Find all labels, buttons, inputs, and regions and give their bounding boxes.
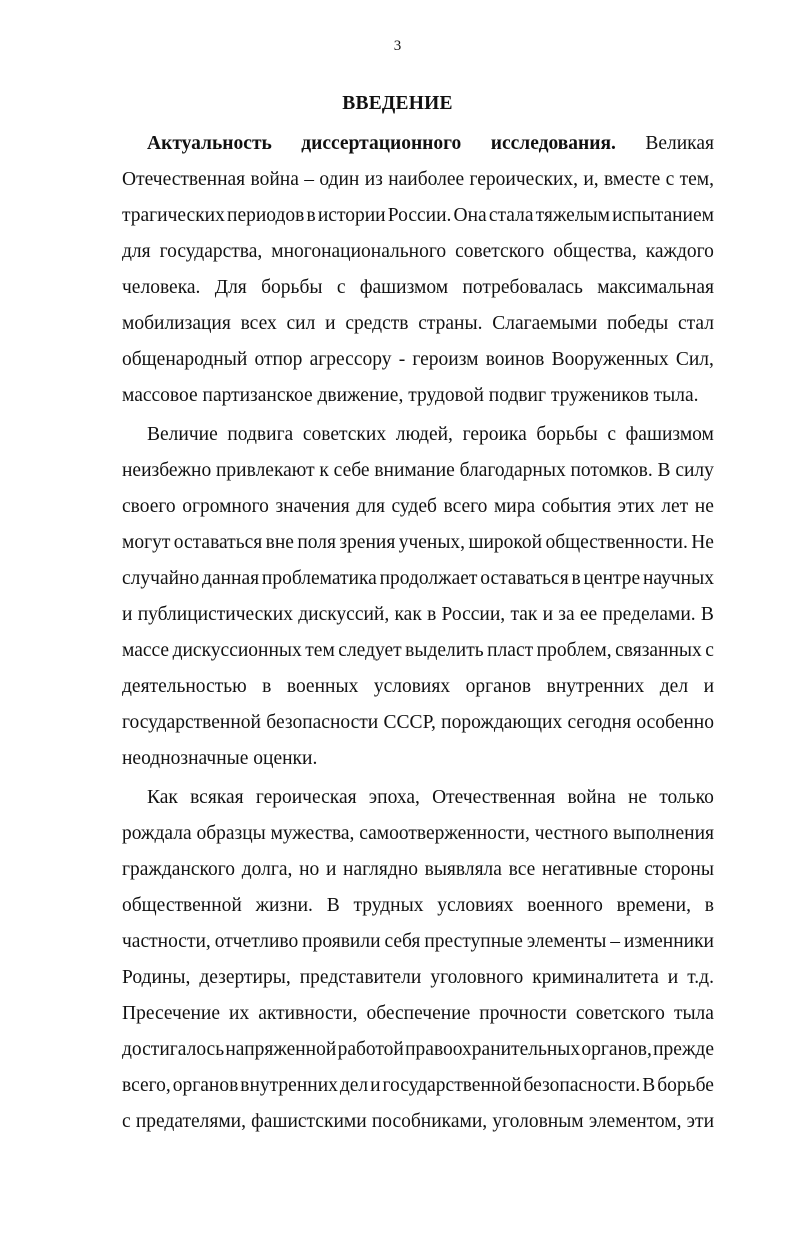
text-word: отпор: [254, 349, 303, 370]
text-word: гражданского: [122, 859, 236, 880]
text-word: вне: [265, 532, 294, 553]
text-word: тяжелым: [535, 205, 610, 226]
text-word: неизбежно: [122, 460, 212, 481]
text-word: потребовалась: [462, 277, 583, 298]
text-word: дел: [339, 1075, 369, 1096]
text-word: представители: [299, 967, 422, 988]
text-word: государственной: [122, 712, 261, 733]
text-word: сегодня: [567, 712, 632, 733]
text-line: массовое партизанское движение, трудовой подвиг тружеников тыла.: [122, 385, 699, 406]
text-word: общественной: [122, 895, 242, 916]
text-word: страны.: [418, 313, 483, 334]
text-line: [122, 489, 714, 525]
text-word: В: [326, 895, 340, 916]
text-word: общественности.: [545, 532, 688, 553]
text-word: –: [610, 931, 620, 952]
text-line: [122, 960, 714, 996]
text-word: в: [306, 205, 316, 226]
text-line: неоднозначные оценки.: [122, 748, 318, 769]
text-word: с: [705, 640, 714, 661]
text-word: фашистскими: [251, 1111, 367, 1132]
text-word: к: [319, 460, 329, 481]
text-word: всякая: [190, 787, 244, 808]
text-word: тыла: [673, 1003, 714, 1024]
text-word: органов: [172, 1075, 239, 1096]
text-line: [122, 561, 714, 597]
text-line: [122, 1068, 714, 1104]
text-line: [122, 270, 714, 306]
text-word: война: [250, 169, 299, 190]
text-word: оставаться: [173, 532, 263, 553]
text-word: следует: [338, 640, 402, 661]
text-word: государства,: [159, 241, 263, 262]
text-word: всех: [240, 313, 277, 334]
bold-lead-word: Актуальность: [147, 133, 272, 154]
text-word: преступные: [424, 931, 523, 952]
text-word: стороны: [644, 859, 714, 880]
text-word: и: [325, 859, 337, 880]
text-word: работой: [337, 1039, 404, 1060]
text-line: [122, 633, 714, 669]
text-word: честного: [534, 823, 609, 844]
text-word: изменники: [623, 931, 714, 952]
text-word: общества,: [553, 241, 637, 262]
text-word: мобилизация: [122, 313, 231, 334]
text-word: внимание: [374, 460, 455, 481]
text-word: научных: [643, 568, 714, 589]
text-word: дезертиры,: [199, 967, 291, 988]
text-word: человека.: [122, 277, 201, 298]
text-word: с: [122, 1111, 131, 1132]
text-word: уголовным: [492, 1111, 584, 1132]
text-word: Пресечение: [122, 1003, 221, 1024]
text-word: тем: [305, 640, 335, 661]
text-line: [122, 780, 714, 816]
text-word: Величие: [147, 424, 218, 445]
text-word: этих: [617, 496, 655, 517]
text-word: т.д.: [687, 967, 714, 988]
text-word: многонационального: [271, 241, 447, 262]
text-word: оставаться: [480, 568, 569, 589]
text-word: героика: [462, 424, 527, 445]
text-word: России,: [441, 604, 506, 625]
text-word: частности,: [122, 931, 211, 952]
text-word: периодов: [227, 205, 305, 226]
text-word: жизни.: [255, 895, 313, 916]
text-word: всего: [443, 496, 488, 517]
text-word: потомков.: [570, 460, 653, 481]
document-body: [122, 126, 714, 1140]
text-word: военных: [286, 676, 359, 697]
text-word: испытанием: [612, 205, 714, 226]
text-word: но: [299, 859, 320, 880]
text-word: Слагаемыми: [492, 313, 598, 334]
text-word: борьбе: [657, 1075, 714, 1096]
text-word: проблем,: [536, 640, 612, 661]
text-line: [122, 996, 714, 1032]
text-word: значения: [275, 496, 350, 517]
text-word: публицистических: [137, 604, 293, 625]
text-word: долга,: [241, 859, 293, 880]
text-line: [122, 453, 714, 489]
text-word: продолжает: [379, 568, 478, 589]
text-word: Отечественная: [432, 787, 556, 808]
text-word: органов,: [581, 1039, 652, 1060]
text-word: условиях: [437, 895, 514, 916]
text-word: порождающих: [441, 712, 563, 733]
text-word: героизм: [412, 349, 479, 370]
text-line: [122, 852, 714, 888]
text-word: зрения: [339, 532, 396, 553]
text-word: всего,: [122, 1075, 171, 1096]
text-word: воинов: [485, 349, 545, 370]
text-word: героическая: [255, 787, 357, 808]
text-word: в: [262, 676, 272, 697]
text-word: -: [398, 349, 406, 370]
text-word: предателями,: [135, 1111, 246, 1132]
text-line: [122, 816, 714, 852]
text-word: своего: [122, 496, 176, 517]
text-word: безопасности: [266, 712, 379, 733]
text-word: пределами.: [602, 604, 696, 625]
text-word: криминалитета: [532, 967, 659, 988]
paragraph-significance: [122, 417, 714, 777]
text-word: трудных: [353, 895, 424, 916]
text-line: [122, 126, 714, 162]
text-word: судеб: [391, 496, 437, 517]
text-word: подвига: [227, 424, 294, 445]
text-word: выполнения: [613, 823, 714, 844]
text-word: так: [510, 604, 538, 625]
text-word: проявили: [302, 931, 381, 952]
text-word: с: [607, 424, 617, 445]
text-word: ее: [579, 604, 598, 625]
text-word: Великая: [645, 133, 714, 154]
text-word: связанных: [615, 640, 702, 661]
text-word: центре: [583, 568, 641, 589]
text-word: обеспечение: [366, 1003, 471, 1024]
text-word: выявляла: [424, 859, 502, 880]
text-word: себе: [333, 460, 370, 481]
text-word: СССР,: [383, 712, 436, 733]
text-word: условиях: [373, 676, 451, 697]
page-number: 3: [393, 38, 402, 54]
text-word: мира: [493, 496, 536, 517]
text-line: [122, 525, 714, 561]
text-word: поля: [297, 532, 336, 553]
text-word: отчетливо: [214, 931, 299, 952]
text-line: [122, 669, 714, 705]
text-word: Как: [147, 787, 178, 808]
text-word: истории: [317, 205, 386, 226]
text-word: Она: [453, 205, 487, 226]
text-word: трагических: [122, 205, 225, 226]
text-word: данная: [202, 568, 260, 589]
text-word: с: [336, 277, 346, 298]
text-word: самоотверженности,: [359, 823, 530, 844]
text-word: Не: [691, 532, 714, 553]
text-word: особенно: [636, 712, 714, 733]
text-word: фашизмом: [625, 424, 714, 445]
text-word: советского: [575, 1003, 665, 1024]
text-word: правоохранительных: [405, 1039, 581, 1060]
paragraph-heroic-epoch: [122, 780, 714, 1140]
text-word: огромного: [182, 496, 269, 517]
text-word: В: [700, 604, 714, 625]
text-word: фашизмом: [359, 277, 449, 298]
text-word: активности,: [258, 1003, 358, 1024]
text-word: тем,: [679, 169, 714, 190]
text-word: не: [628, 787, 648, 808]
text-word: времени,: [616, 895, 691, 916]
text-line: [122, 234, 714, 270]
text-word: Вооруженных: [551, 349, 669, 370]
text-word: и: [542, 604, 554, 625]
text-word: максимальная: [597, 277, 714, 298]
text-word: военного: [527, 895, 603, 916]
paragraph-relevance: [122, 126, 714, 414]
text-word: война: [567, 787, 616, 808]
text-word: стал: [678, 313, 714, 334]
text-word: рождала: [122, 823, 192, 844]
text-word: мужества,: [270, 823, 355, 844]
text-word: наглядно: [343, 859, 418, 880]
text-word: в: [571, 568, 581, 589]
text-word: привлекают: [216, 460, 315, 481]
text-word: –: [304, 169, 314, 190]
text-word: внутренних: [240, 1075, 338, 1096]
text-word: проблематика: [261, 568, 377, 589]
text-word: победы: [606, 313, 669, 334]
text-word: советских: [302, 424, 387, 445]
text-line: [122, 342, 714, 378]
text-word: и: [667, 967, 679, 988]
bold-lead-word: диссертационного: [301, 133, 462, 154]
text-word: напряженной: [225, 1039, 337, 1060]
text-word: героических,: [469, 169, 578, 190]
text-word: ученых,: [398, 532, 466, 553]
text-word: Сил,: [675, 349, 714, 370]
text-word: людей,: [395, 424, 453, 445]
text-word: органов: [465, 676, 532, 697]
text-word: один: [319, 169, 360, 190]
text-line: [122, 597, 714, 633]
text-word: за: [558, 604, 575, 625]
text-word: стала: [488, 205, 534, 226]
text-word: все: [508, 859, 536, 880]
bold-lead-word: исследования.: [490, 133, 616, 154]
text-word: для: [122, 241, 151, 262]
text-word: борьбы: [536, 424, 598, 445]
text-word: достигалось: [122, 1039, 225, 1060]
text-word: государственной: [382, 1075, 522, 1096]
text-word: безопасности.: [523, 1075, 641, 1096]
text-word: России.: [387, 205, 452, 226]
text-word: элементы: [526, 931, 607, 952]
text-word: деятельностью: [122, 676, 247, 697]
text-word: наиболее: [388, 169, 465, 190]
text-word: негативные: [541, 859, 638, 880]
text-word: сил: [286, 313, 316, 334]
text-line: [122, 1104, 714, 1140]
text-word: их: [229, 1003, 250, 1024]
text-word: только: [659, 787, 714, 808]
text-word: В: [642, 1075, 656, 1096]
text-word: себя: [384, 931, 421, 952]
text-word: как: [394, 604, 422, 625]
text-word: из: [364, 169, 383, 190]
text-word: события: [541, 496, 612, 517]
text-line: [122, 705, 714, 741]
text-word: Родины,: [122, 967, 191, 988]
text-word: Для: [214, 277, 247, 298]
text-word: борьбы: [261, 277, 323, 298]
text-word: образцы: [196, 823, 266, 844]
text-word: дел: [659, 676, 689, 697]
section-title: ВВЕДЕНИЕ: [342, 93, 453, 114]
text-word: и: [703, 676, 714, 697]
text-word: для: [356, 496, 385, 517]
text-word: вместе: [604, 169, 661, 190]
text-word: случайно: [122, 568, 200, 589]
text-word: не: [694, 496, 714, 517]
text-word: В: [657, 460, 671, 481]
text-word: благодарных: [459, 460, 566, 481]
text-word: лет: [661, 496, 689, 517]
text-word: широкой: [468, 532, 543, 553]
text-word: и,: [583, 169, 599, 190]
text-line: [122, 888, 714, 924]
text-word: эти: [686, 1111, 714, 1132]
text-word: средств: [345, 313, 409, 334]
text-word: внутренних: [546, 676, 645, 697]
text-line: [122, 306, 714, 342]
text-word: дискуссионных: [172, 640, 302, 661]
text-word: и: [370, 1075, 381, 1096]
text-word: массе: [122, 640, 170, 661]
text-word: выделить: [405, 640, 484, 661]
text-line: [122, 1032, 714, 1068]
text-word: пласт: [487, 640, 534, 661]
text-word: в: [427, 604, 437, 625]
text-word: могут: [122, 532, 171, 553]
text-line: [122, 417, 714, 453]
text-word: уголовного: [430, 967, 524, 988]
text-word: в: [704, 895, 714, 916]
text-line: [122, 924, 714, 960]
text-word: советского: [455, 241, 545, 262]
text-word: силу: [675, 460, 714, 481]
text-word: дискуссий,: [298, 604, 390, 625]
text-word: каждого: [645, 241, 714, 262]
text-word: агрессору: [309, 349, 392, 370]
text-word: и: [325, 313, 336, 334]
text-word: пособниками,: [371, 1111, 488, 1132]
text-word: прочности: [479, 1003, 567, 1024]
text-line: [122, 198, 714, 234]
text-word: эпоха,: [368, 787, 420, 808]
text-word: общенародный: [122, 349, 248, 370]
text-word: элементом,: [588, 1111, 682, 1132]
text-word: и: [122, 604, 133, 625]
text-word: с: [665, 169, 675, 190]
text-line: [122, 162, 714, 198]
text-word: Отечественная: [122, 169, 246, 190]
text-word: прежде: [653, 1039, 714, 1060]
